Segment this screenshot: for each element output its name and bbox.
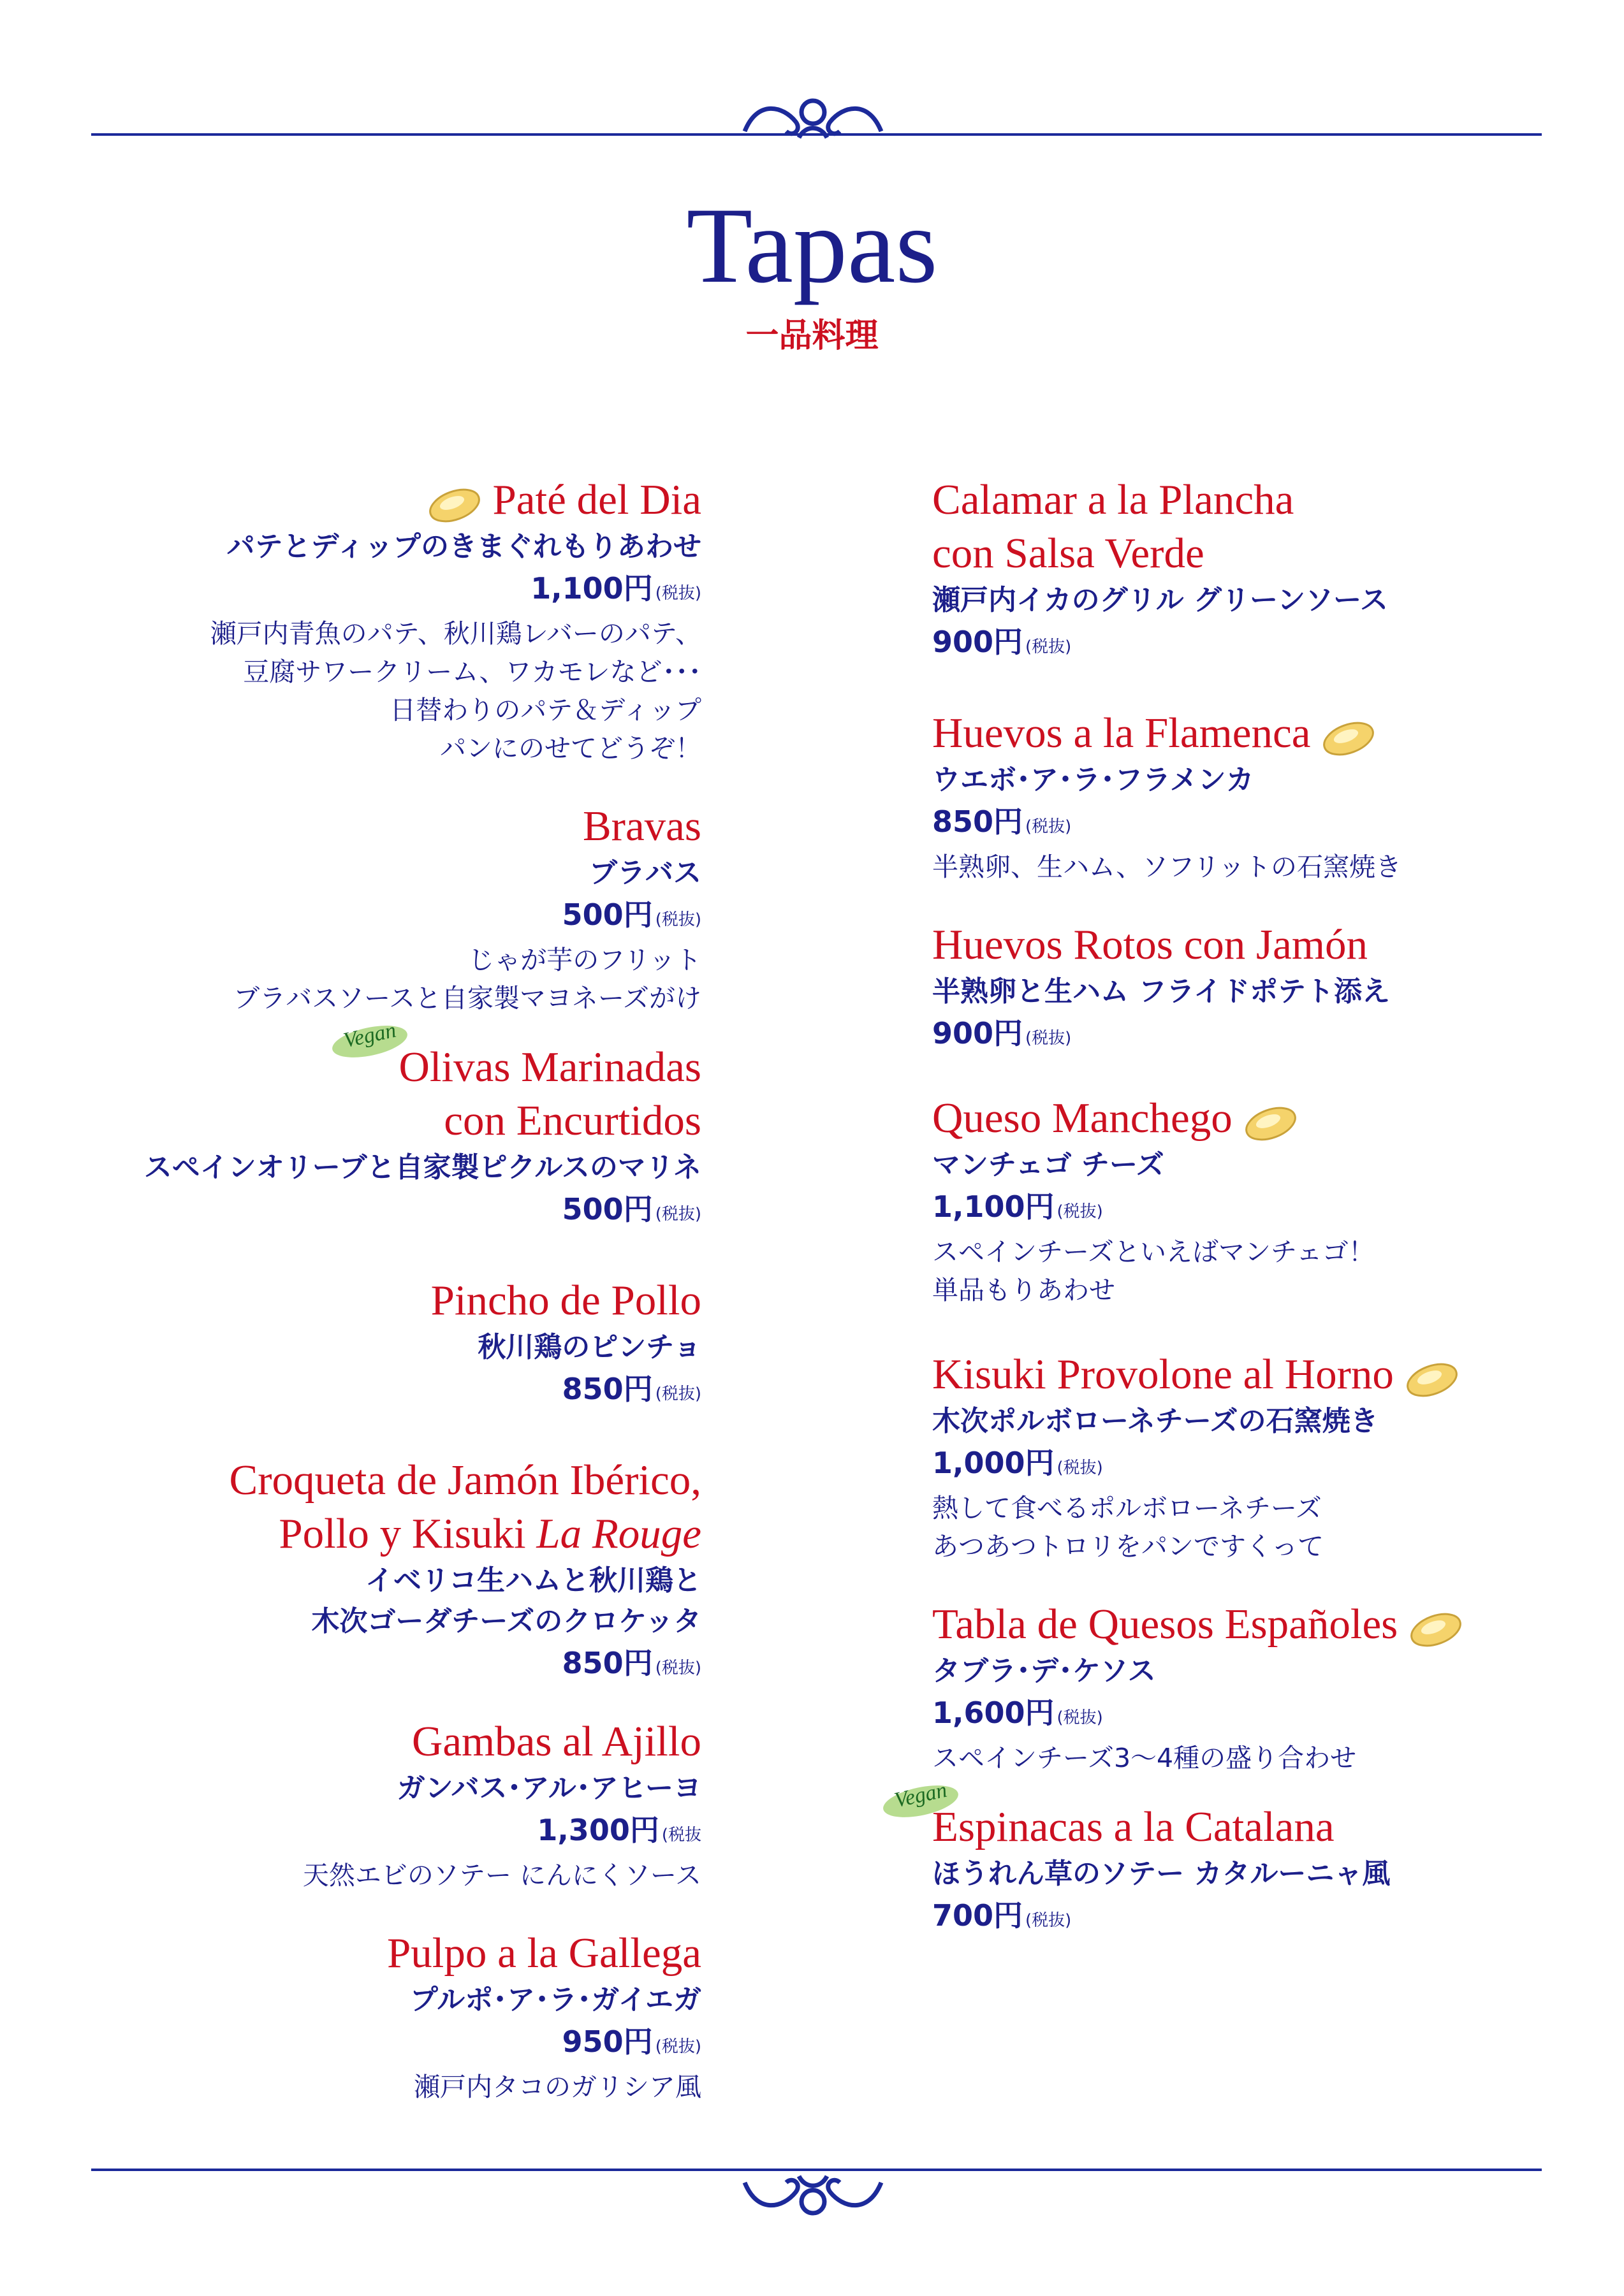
item-name: Paté del Dia bbox=[492, 476, 701, 523]
menu-item-pulpo bbox=[89, 1926, 701, 2106]
tax-note: (税抜) bbox=[1057, 1202, 1103, 1221]
item-japanese-name: 瀬戸内イカのグリル グリーンソース bbox=[932, 584, 1388, 616]
menu-item-pate bbox=[89, 473, 701, 767]
item-japanese-name: 秋川鶏のピンチョ bbox=[478, 1331, 701, 1363]
item-name: Huevos a la Flamenca bbox=[932, 709, 1311, 757]
item-name: Tabla de Quesos Españoles bbox=[932, 1601, 1398, 1648]
tax-note: (税抜) bbox=[1025, 817, 1072, 836]
item-name: Queso Manchego bbox=[932, 1094, 1233, 1142]
item-name-italic: La Rouge bbox=[536, 1510, 701, 1557]
menu-item-calamar bbox=[932, 473, 1544, 668]
menu-item-queso-manchego bbox=[932, 1091, 1544, 1309]
item-japanese-name: パテとディップのきまぐれもりあわせ bbox=[226, 530, 701, 563]
item-japanese-name: ガンバス･アル･アヒーヨ bbox=[397, 1772, 701, 1805]
menu-item-olivas bbox=[89, 1018, 701, 1235]
item-description: スペインチーズ3〜4種の盛り合わせ bbox=[932, 1743, 1357, 1773]
menu-item-croqueta bbox=[89, 1453, 701, 1689]
item-description: スペインチーズといえばマンチェゴ！ bbox=[932, 1237, 1375, 1267]
menu-item-gambas bbox=[89, 1715, 701, 1894]
item-name: Pulpo a la Gallega bbox=[386, 1929, 701, 1977]
page-subtitle: 一品料理 bbox=[745, 317, 879, 355]
menu-item-huevos-rotos bbox=[932, 918, 1544, 1059]
item-description: 瀬戸内青魚のパテ、秋川鶏レバーのパテ、 bbox=[210, 618, 701, 649]
item-description: 日替わりのパテ＆ディップ bbox=[390, 695, 701, 725]
menu-item-bravas bbox=[89, 799, 701, 1017]
vegan-badge-icon bbox=[880, 1780, 962, 1820]
tax-note: (税抜) bbox=[655, 1205, 701, 1224]
item-name: Huevos Rotos con Jamón bbox=[932, 921, 1368, 968]
item-name: Espinacas a la Catalana bbox=[932, 1803, 1335, 1850]
item-japanese-name: タブラ･デ･ケソス bbox=[932, 1655, 1156, 1687]
item-name: con Encurtidos bbox=[444, 1097, 701, 1144]
vegan-badge-icon bbox=[329, 1020, 411, 1061]
item-description: じゃが芋のフリット bbox=[468, 945, 701, 975]
item-description: 瀬戸内タコのガリシア風 bbox=[414, 2072, 701, 2102]
item-japanese-name: 半熟卵と生ハム フライドポテト添え bbox=[932, 975, 1390, 1008]
item-price: 950円 bbox=[562, 2024, 653, 2059]
item-japanese-name: 木次ポルボローネチーズの石窯焼き bbox=[932, 1405, 1379, 1437]
item-japanese-name: ほうれん草のソテー カタルーニャ風 bbox=[932, 1857, 1391, 1890]
tax-note: (税抜) bbox=[655, 910, 701, 929]
item-price: 500円 bbox=[562, 897, 653, 932]
item-japanese-name: マンチェゴ チーズ bbox=[932, 1149, 1164, 1181]
tax-note: (税抜) bbox=[655, 1384, 701, 1404]
item-description: 半熟卵、生ハム、ソフリットの石窯焼き bbox=[932, 852, 1401, 882]
item-description: 豆腐サワークリーム、ワカモレなど･･･ bbox=[243, 657, 701, 687]
menu-item-espinacas bbox=[892, 1778, 1544, 1942]
item-name: con Salsa Verde bbox=[932, 530, 1204, 577]
item-price: 1,100円 bbox=[932, 1189, 1055, 1224]
tax-note: (税抜 bbox=[661, 1826, 701, 1845]
item-price: 900円 bbox=[932, 625, 1023, 659]
left-menu-column bbox=[89, 473, 701, 2106]
item-price: 1,300円 bbox=[537, 1813, 659, 1847]
item-description: 天然エビのソテー にんにくソース bbox=[302, 1860, 701, 1891]
item-japanese-name: ブラバス bbox=[589, 857, 701, 889]
item-price: 1,600円 bbox=[932, 1696, 1055, 1730]
item-japanese-name: プルポ･ア･ラ･ガイエガ bbox=[409, 1984, 701, 2016]
tax-note: (税抜) bbox=[1025, 1029, 1072, 1048]
tax-note: (税抜) bbox=[1057, 1708, 1103, 1727]
item-name: Calamar a la Plancha bbox=[932, 476, 1294, 523]
item-description: 単品もりあわせ bbox=[932, 1275, 1115, 1305]
item-name: Pincho de Pollo bbox=[430, 1277, 701, 1324]
menu-item-pincho bbox=[89, 1274, 701, 1415]
bread-icon bbox=[1241, 1102, 1300, 1143]
item-name: Pollo y Kisuki bbox=[279, 1510, 537, 1557]
tax-note: (税抜) bbox=[1057, 1458, 1103, 1478]
tax-note: (税抜) bbox=[655, 1659, 701, 1678]
item-description: パンにのせてどうぞ！ bbox=[440, 733, 701, 764]
item-japanese-name: 木次ゴーダチーズのクロケッタ bbox=[311, 1605, 701, 1638]
menu-item-tabla-quesos bbox=[932, 1597, 1544, 1777]
item-name: Kisuki Provolone al Horno bbox=[932, 1351, 1394, 1398]
item-price: 1,000円 bbox=[932, 1446, 1055, 1480]
tax-note: (税抜) bbox=[1025, 1911, 1072, 1930]
item-name: Croqueta de Jamón Ibérico, bbox=[229, 1457, 701, 1504]
item-price: 850円 bbox=[562, 1372, 653, 1406]
item-price: 850円 bbox=[562, 1646, 653, 1680]
tax-note: (税抜) bbox=[1025, 637, 1072, 657]
bread-icon bbox=[1407, 1608, 1465, 1649]
bread-icon bbox=[425, 484, 484, 525]
scroll-ornament-icon bbox=[732, 2170, 894, 2221]
vegan-label: Vegan bbox=[892, 1778, 949, 1813]
item-name: Bravas bbox=[582, 803, 701, 850]
vegan-label: Vegan bbox=[341, 1018, 399, 1053]
item-price: 500円 bbox=[562, 1192, 653, 1226]
item-price: 700円 bbox=[932, 1898, 1023, 1933]
tax-note: (税抜) bbox=[655, 584, 701, 603]
item-name: Gambas al Ajillo bbox=[411, 1718, 701, 1765]
item-price: 1,100円 bbox=[530, 571, 653, 606]
menu-item-kisuki-provolone bbox=[932, 1348, 1544, 1566]
item-description: ブラバスソースと自家製マヨネーズがけ bbox=[233, 983, 701, 1014]
bread-icon bbox=[1403, 1358, 1461, 1399]
menu-item-huevos-flamenca bbox=[932, 706, 1544, 886]
item-japanese-name: ウエボ･ア･ラ･フラメンカ bbox=[932, 764, 1254, 796]
item-price: 850円 bbox=[932, 804, 1023, 839]
item-description: あつあつトロリをパンですくって bbox=[932, 1531, 1324, 1562]
page-title: Tapas bbox=[686, 185, 938, 305]
tax-note: (税抜) bbox=[655, 2037, 701, 2056]
item-price: 900円 bbox=[932, 1016, 1023, 1050]
item-japanese-name: スペインオリーブと自家製ピクルスのマリネ bbox=[143, 1151, 701, 1184]
bread-icon bbox=[1319, 717, 1378, 758]
item-name: Olivas Marinadas bbox=[399, 1043, 701, 1091]
right-menu-column bbox=[892, 473, 1544, 1942]
scroll-ornament-icon bbox=[732, 93, 894, 144]
item-description: 熱して食べるポルボローネチーズ bbox=[932, 1493, 1322, 1523]
item-japanese-name: イベリコ生ハムと秋川鶏と bbox=[365, 1564, 701, 1597]
